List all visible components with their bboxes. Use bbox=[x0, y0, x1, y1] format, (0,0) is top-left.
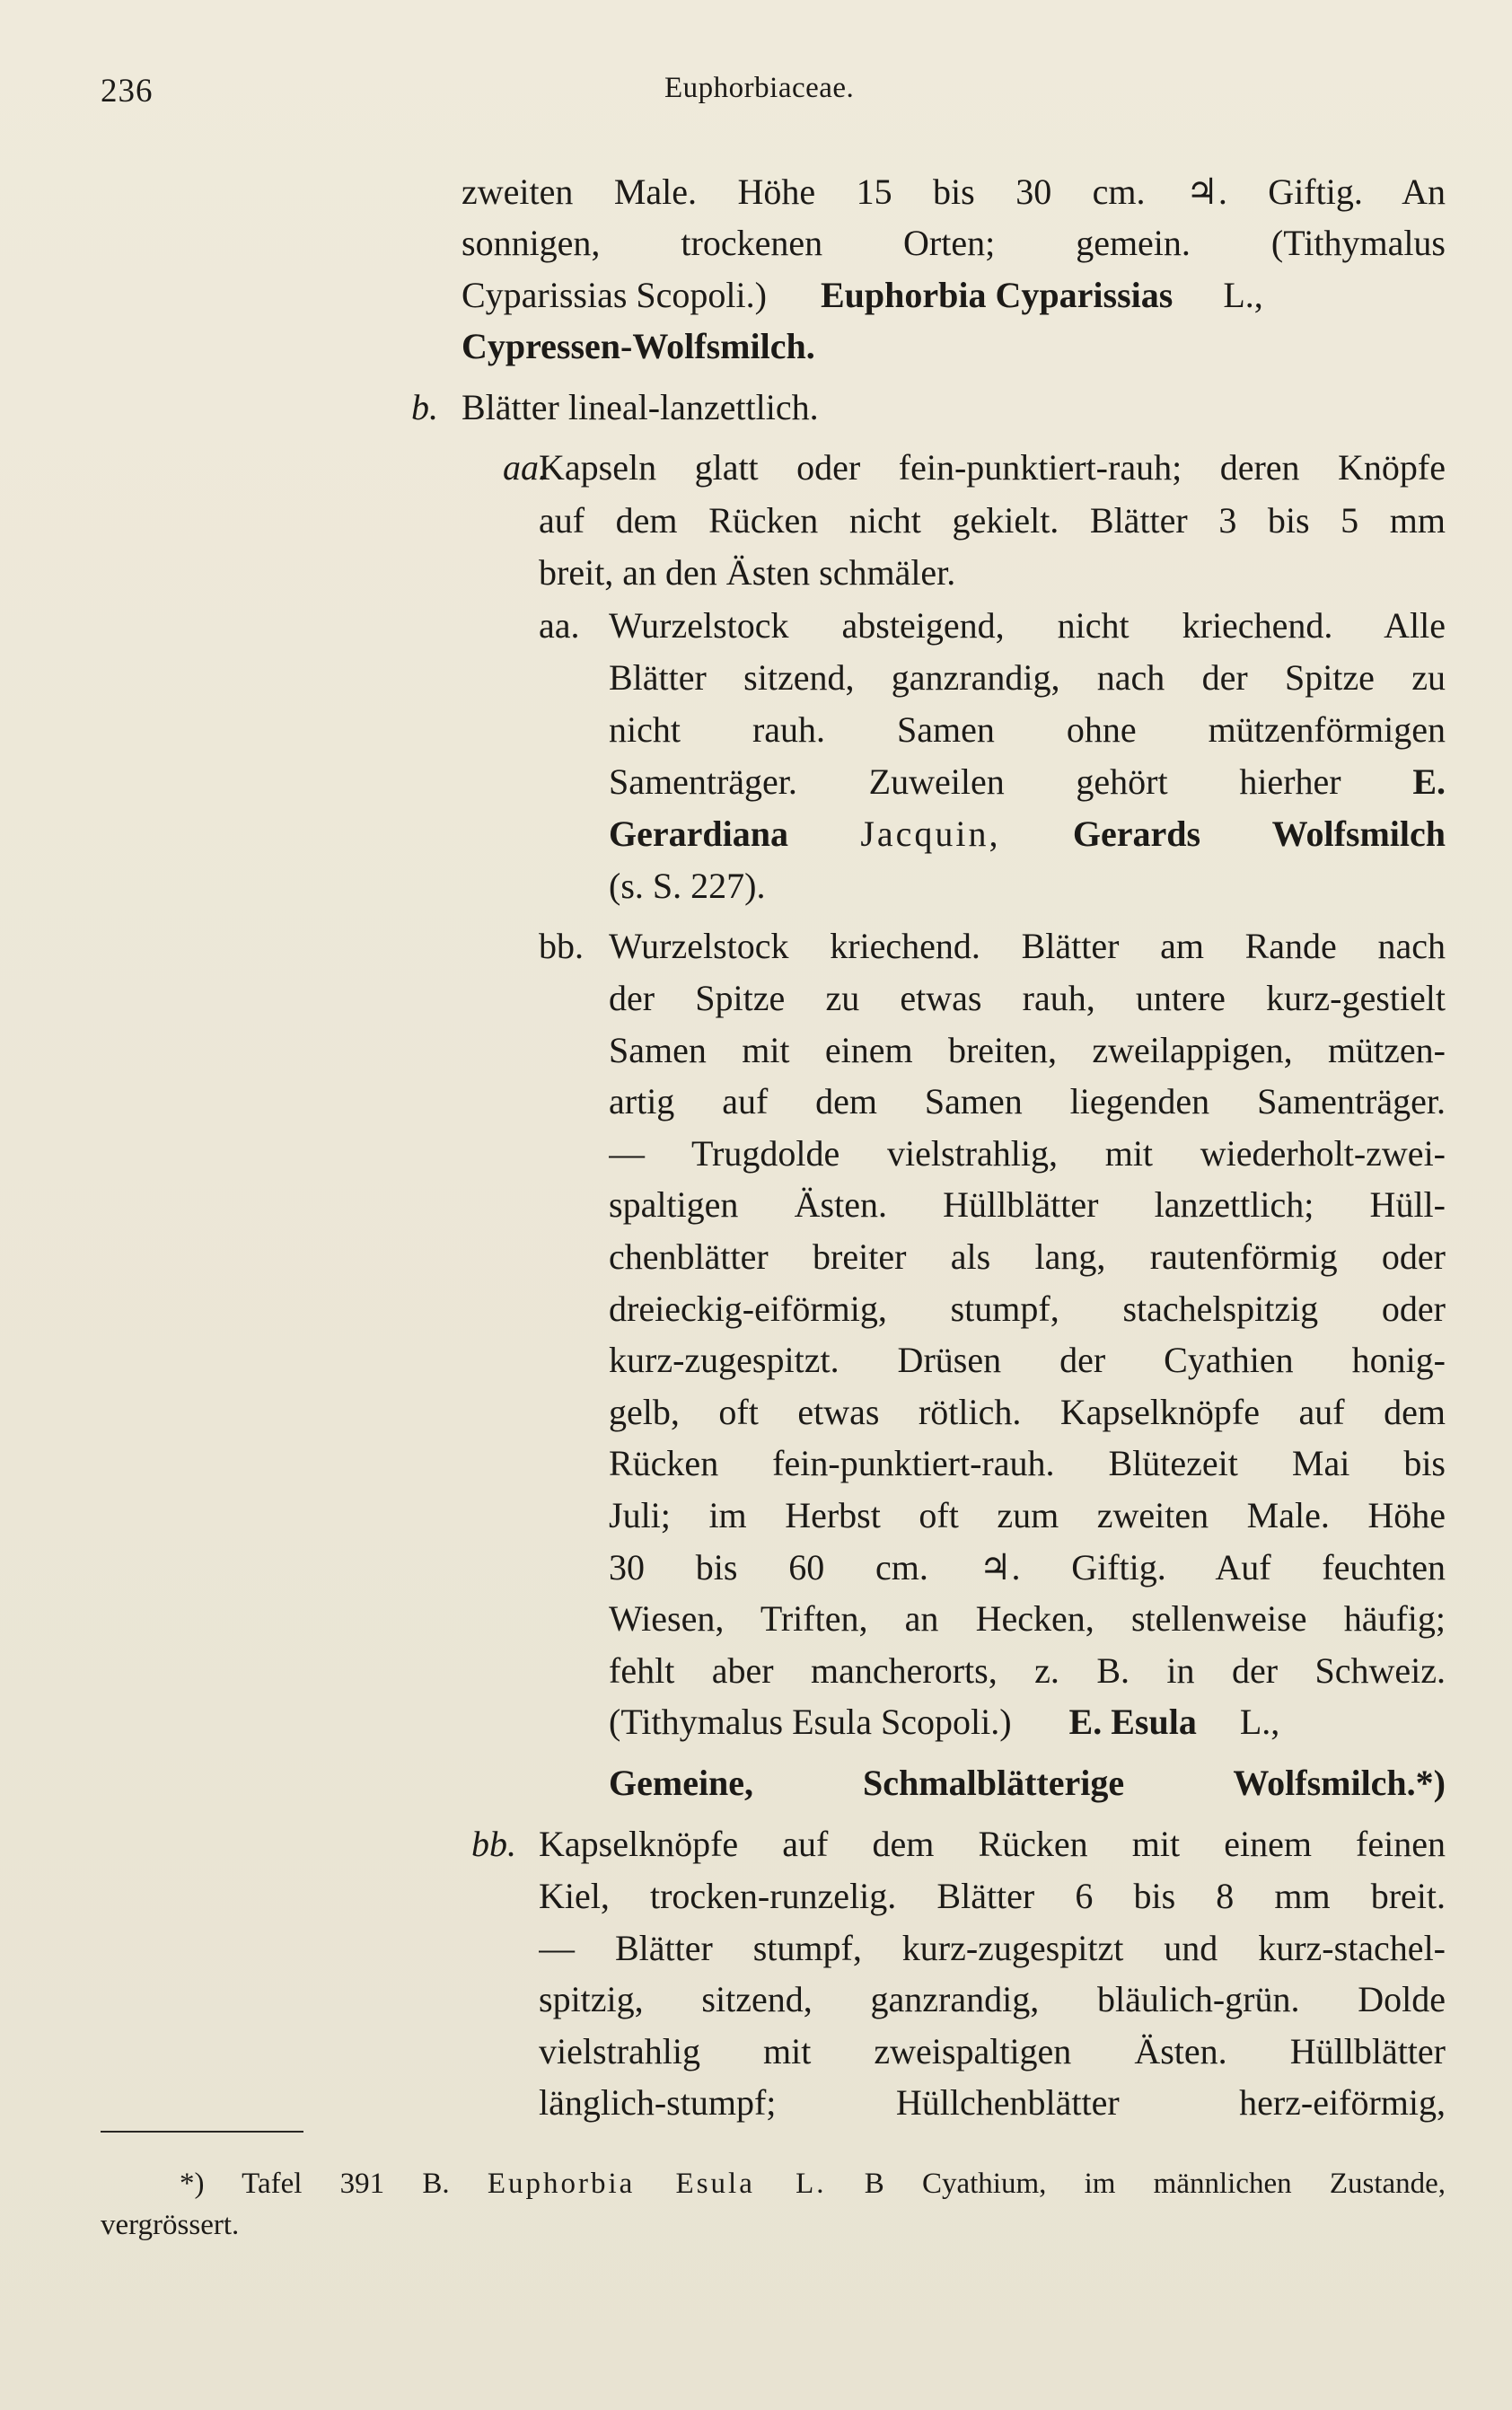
species-name: E. Esula bbox=[1068, 1702, 1197, 1742]
text-line: sonnigen, trockenen Orten; gemein. (Tithymalus bbox=[462, 223, 1446, 263]
text-line: Kapseln glatt oder fein-punktiert-rauh; deren Knöpfe bbox=[539, 447, 1446, 488]
text-line bbox=[462, 274, 1446, 317]
text-line: 30 bis 60 cm. ♃. Giftig. Auf feuchten bbox=[609, 1547, 1446, 1588]
footnote-ref: *) Tafel 391 B. bbox=[180, 2168, 450, 2200]
text-line: Blätter lineal-lanzettlich. bbox=[462, 387, 819, 427]
synonym-text: (Tithymalus Esula Scopoli.) bbox=[609, 1702, 1012, 1742]
key-marker-bb-italic: bb. bbox=[471, 1824, 516, 1864]
text-line: Wiesen, Triften, an Hecken, stellenweise häufig; bbox=[609, 1598, 1446, 1639]
text-line bbox=[609, 761, 1446, 804]
footnote-species: Euphorbia Esula L. bbox=[487, 2168, 827, 2200]
author-abbrev: L., bbox=[1223, 275, 1263, 315]
text-line: breit, an den Ästen schmäler. bbox=[539, 552, 956, 593]
text-line: dreieckig-eiförmig, stumpf, stachelspitzig oder bbox=[609, 1289, 1446, 1329]
species-name: Gerardiana bbox=[609, 814, 788, 854]
text-line: Juli; im Herbst oft zum zweiten Male. Höhe bbox=[609, 1495, 1446, 1535]
synonym-text: Cyparissias Scopoli.) bbox=[462, 275, 767, 315]
author-name: Jacquin, bbox=[860, 814, 1001, 854]
text-line: auf dem Rücken nicht gekielt. Blätter 3 bis 5 mm bbox=[539, 500, 1446, 541]
footnote-rule bbox=[101, 2131, 303, 2133]
text-line: artig auf dem Samen liegenden Samenträger. bbox=[609, 1081, 1446, 1121]
text-line: Kiel, trocken-runzelig. Blätter 6 bis 8 mm breit. bbox=[539, 1876, 1446, 1916]
text-line bbox=[609, 813, 1446, 856]
footnote-line: vergrössert. bbox=[101, 2209, 240, 2241]
text-line: kurz-zugespitzt. Drüsen der Cyathien honig- bbox=[609, 1340, 1446, 1380]
text-line: — Blätter stumpf, kurz-zugespitzt und kurz-stachel- bbox=[539, 1928, 1446, 1968]
text-line: spitzig, sitzend, ganzrandig, bläulich-grün. Dolde bbox=[539, 1979, 1446, 2019]
species-abbrev: E. bbox=[1412, 761, 1446, 802]
key-marker-b: b. bbox=[411, 387, 438, 427]
text-line: — Trugdolde vielstrahlig, mit wiederholt-zwei- bbox=[609, 1133, 1446, 1174]
text-line: Blätter sitzend, ganzrandig, nach der Spitze zu bbox=[609, 657, 1446, 698]
text-line: zweiten Male. Höhe 15 bis 30 cm. ♃. Giftig. An bbox=[462, 172, 1446, 212]
text-line: nicht rauh. Samen ohne mützenförmigen bbox=[609, 709, 1446, 750]
text-line: länglich-stumpf; Hüllchenblätter herz-eiförmig, bbox=[539, 2082, 1446, 2123]
common-name: Gemeine, Schmalblätterige Wolfsmilch.*) bbox=[609, 1763, 1446, 1803]
text-line: Rücken fein-punktiert-rauh. Blütezeit Mai bis bbox=[609, 1443, 1446, 1483]
text-line: spaltigen Ästen. Hüllblätter lanzettlich; Hüll- bbox=[609, 1184, 1446, 1225]
species-name: Euphorbia Cyparissias bbox=[820, 275, 1174, 315]
text-line: (s. S. 227). bbox=[609, 866, 766, 906]
footnote-text: B Cyathium, im männlichen Zustande, bbox=[864, 2168, 1446, 2200]
footnote-line bbox=[180, 2166, 1446, 2202]
common-name: Cypressen-Wolfsmilch. bbox=[462, 326, 815, 366]
common-name: Gerards Wolfsmilch bbox=[1072, 814, 1446, 854]
key-marker-aa-italic: aa. bbox=[503, 447, 548, 488]
text-line bbox=[609, 1701, 1446, 1744]
text-line: Kapselknöpfe auf dem Rücken mit einem feinen bbox=[539, 1824, 1446, 1864]
text-line: Samen mit einem breiten, zweilappigen, mützen- bbox=[609, 1030, 1446, 1070]
text-line: der Spitze zu etwas rauh, untere kurz-gestielt bbox=[609, 978, 1446, 1018]
text-line: gelb, oft etwas rötlich. Kapselknöpfe auf dem bbox=[609, 1392, 1446, 1432]
author-abbrev: L., bbox=[1239, 1702, 1280, 1742]
key-marker-bb: bb. bbox=[539, 926, 584, 966]
page-number: 236 bbox=[101, 73, 154, 110]
text-line: Wurzelstock kriechend. Blätter am Rande nach bbox=[609, 926, 1446, 966]
running-head: Euphorbiaceae. bbox=[664, 72, 855, 104]
text-line: chenblätter breiter als lang, rautenförmig oder bbox=[609, 1236, 1446, 1277]
text-line: Wurzelstock absteigend, nicht kriechend. Alle bbox=[609, 605, 1446, 646]
text-line: fehlt aber mancherorts, z. B. in der Schweiz. bbox=[609, 1650, 1446, 1691]
text-line: vielstrahlig mit zweispaltigen Ästen. Hüllblätter bbox=[539, 2031, 1446, 2071]
text-segment: Samenträger. Zuweilen gehört hierher bbox=[609, 761, 1341, 802]
key-marker-aa: aa. bbox=[539, 605, 580, 646]
